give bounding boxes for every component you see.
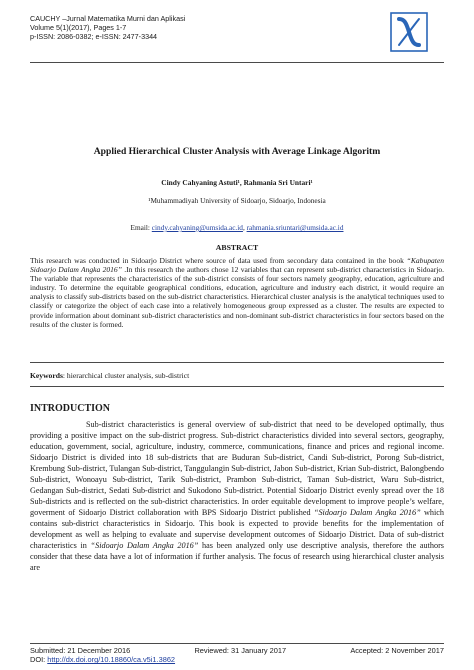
cauchy-chi-logo-icon <box>390 12 428 52</box>
footer-divider <box>30 643 444 644</box>
abstract-text <box>30 256 444 329</box>
introduction-paragraph <box>30 419 444 573</box>
reviewed-date: Reviewed: 31 January 2017 <box>194 646 287 655</box>
abstract-book-title: “Kabupaten Sidoarjo Dalam Angka 2016” <box>30 256 444 275</box>
author-emails <box>30 223 444 232</box>
email-prefix: Email: <box>130 223 152 232</box>
abstract-text-part: .In this research the authors chose 12 variables that can represent sub-district characteristics in Sidoarjo. The variable that represents the characteristics of the sub-district consists of four sectors namely geography, education, agriculture and industry. To determine the equitable geographical conditions, education, agriculture and industry each district, it would require an analysis to classify sub-districts based on the sub-district characteristics. Hierarchical cluster analysis is the analytical techniques used to classify or categorize the object of each case into a relatively homogeneous group expressed as a cluster. The results are expected to provide information about dominant sub-district characteristics and non-dominant sub-district characteristics in four sectors based on the results of the cluster is formed. <box>30 265 445 329</box>
footer-dates <box>30 646 444 655</box>
abstract-divider <box>30 362 444 363</box>
intro-book-title: “Sidoarjo Dalam Angka 2016” <box>90 541 199 550</box>
doi-line <box>30 655 444 664</box>
keywords-divider <box>30 386 444 387</box>
introduction-body <box>30 419 444 573</box>
accepted-date: Accepted: 2 November 2017 <box>350 646 444 655</box>
intro-book-title: “Sidoarjo Dalam Angka 2016” <box>313 508 421 517</box>
email-separator: , <box>242 223 247 232</box>
journal-volume: Volume 5(1)(2017), Pages 1-7 <box>30 23 127 33</box>
keywords-label: Keywords <box>30 371 63 380</box>
submitted-date: Submitted: 21 December 2016 <box>30 646 131 655</box>
intro-text-part: Sub-district characteristics is general overview of sub-district that need to be developed optimally, thus providing a positive impact on the sub-district progress. Sub-district characteristics divided into several sectors, geography, education, government, social, agriculture, industry, commerce, communications, finance and prices and regional income. Sidoarjo District is divided into 18 sub-districts that are Buduran Sub-district, Candi Sub-district, Porong Sub-district, Krembung Sub-district, Tulangan Sub-district, Tanggulangin Sub-district, Jabon Sub-district, Krian Sub-district, Balongbendo Sub-district, Wonoayu Sub-district, Tarik Sub-district, Prambon Sub-district, Taman Sub-district, Waru Sub-district, Gedangan Sub-district, Sedati Sub-district and Sukodono Sub-district. Potential Sidoarjo District evenly spread over the 18 Sub-districts and is reflected on the sub-district characteristics. In order equitable development to improve people’s welfare, goverment of Sidoarjo District collaboration with BPS Sidoarjo District published <box>30 420 444 517</box>
intro-text-part: which contains sub-district characteristics in Sidoarjo. This book is expected to provide benefits for the implementation of development as well as helping to evaluate and supervise development outcomes of Sidoarjo District. Data of sub-district characteristics in <box>30 508 444 550</box>
journal-name: CAUCHY –Jurnal Matematika Murni dan Aplikasi <box>30 14 186 23</box>
header-divider <box>30 62 444 63</box>
journal-issn: p-ISSN: 2086-0382; e-ISSN: 2477-3344 <box>30 32 158 42</box>
email-link-1[interactable]: cindy.cahyaning@umsida.ac.id <box>151 223 243 232</box>
email-link-2[interactable]: rahmania.sriuntari@umsida.ac.id <box>246 223 344 232</box>
abstract-heading: ABSTRACT <box>215 243 259 252</box>
paper-title: Applied Hierarchical Cluster Analysis with Average Linkage Algoritm <box>93 146 381 157</box>
doi-label: DOI: <box>30 655 48 665</box>
abstract-text-part: This research was conducted in Sidoarjo District where source of data used from secondary data contained in the book <box>30 256 407 265</box>
keywords <box>30 371 189 380</box>
intro-text-part: has been analyzed only use descriptive analysis, therefore the authors consider that these data have a lot of information if further analysis. The focus of research using hierarchical cluster analysis are <box>30 541 444 572</box>
doi-link[interactable]: http://dx.doi.org/10.18860/ca.v5i1.3862 <box>47 655 176 665</box>
author-affiliation: ¹Muhammadiyah University of Sidoarjo, Sidoarjo, Indonesia <box>148 196 326 205</box>
page-footer <box>30 646 444 665</box>
keywords-text: : hierarchical cluster analysis, sub-district <box>62 371 190 380</box>
journal-header <box>30 14 185 42</box>
section-heading-introduction: INTRODUCTION <box>30 403 111 414</box>
paper-authors: Cindy Cahyaning Astuti¹, Rahmania Sri Untari¹ <box>161 178 313 187</box>
